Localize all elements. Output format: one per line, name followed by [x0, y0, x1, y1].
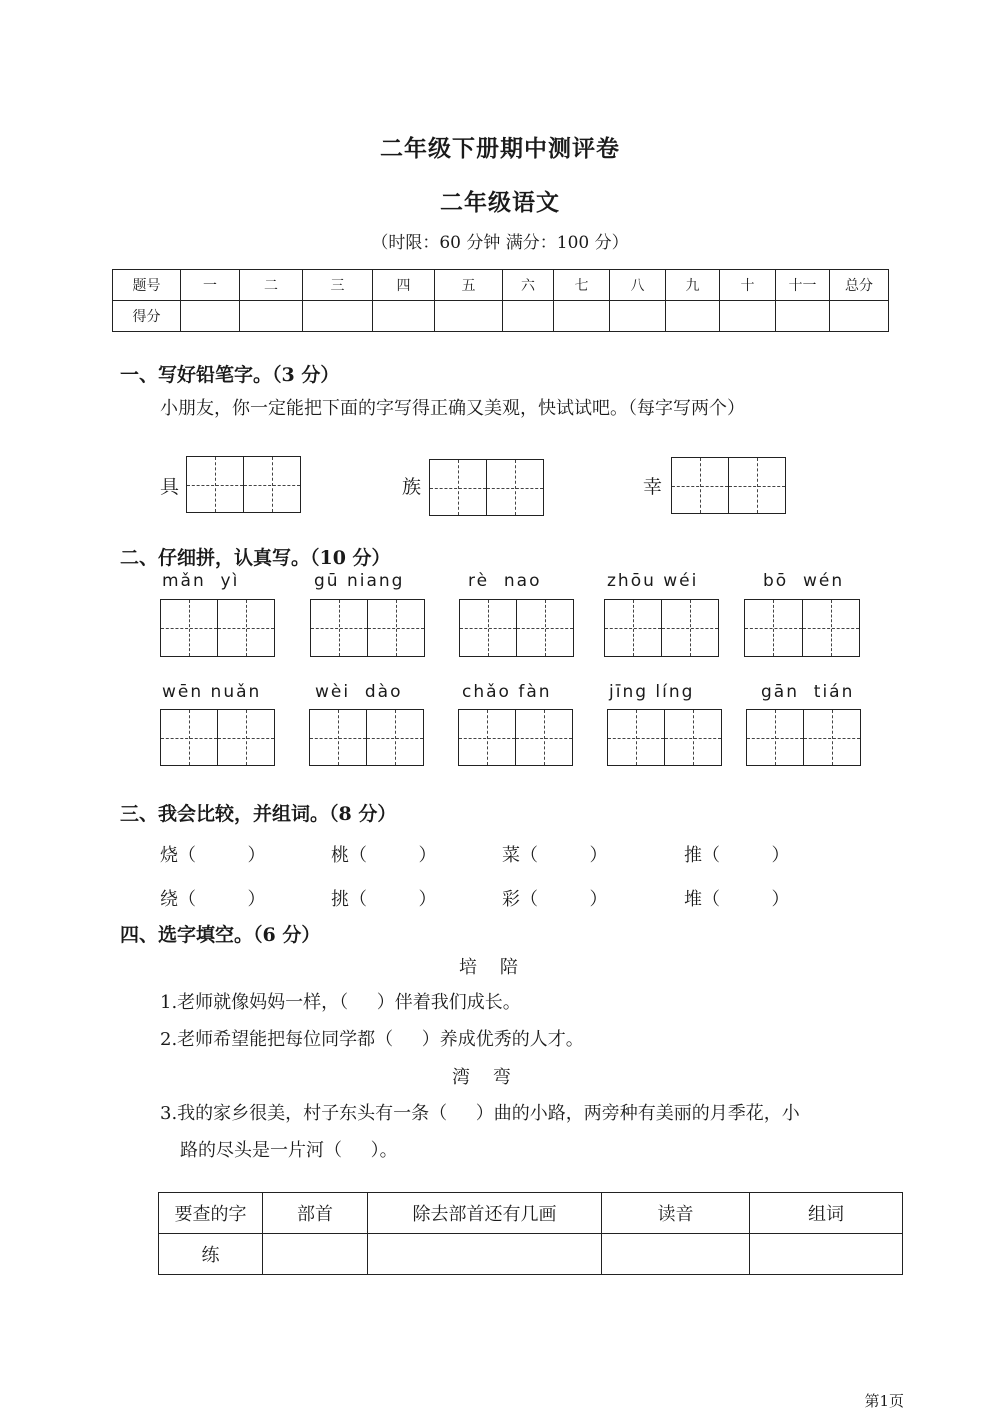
score-cell[interactable] — [435, 301, 503, 332]
compare-item[interactable]: 彩（ ） — [502, 889, 608, 910]
pinyin-prompt: jīng líng — [609, 682, 695, 702]
word-options: 湾 弯 — [452, 1067, 511, 1088]
dict-header-cell: 部首 — [263, 1193, 368, 1234]
score-header-cell: 总分 — [830, 270, 889, 301]
score-cell[interactable] — [240, 301, 303, 332]
writing-grid[interactable] — [310, 599, 425, 657]
pinyin-prompt: rè nao — [468, 571, 542, 591]
section1-instruction: 小朋友，你一定能把下面的字写得正确又美观，快试试吧。（每字写两个） — [160, 398, 745, 419]
dict-answer-cell[interactable] — [602, 1234, 750, 1275]
score-cell[interactable] — [181, 301, 240, 332]
writing-grid[interactable] — [459, 599, 574, 657]
question-3-line2[interactable]: 路的尽头是一片河（ ）。 — [180, 1140, 398, 1161]
score-header-cell: 九 — [666, 270, 720, 301]
dict-answer-cell[interactable] — [368, 1234, 602, 1275]
time-limit: （时限：60 分钟 满分：100 分） — [371, 233, 629, 253]
section1-heading: 一、写好铅笔字。（3 分） — [120, 364, 340, 386]
score-cell[interactable] — [720, 301, 776, 332]
practice-char-label: 具 — [160, 476, 180, 498]
score-header-cell: 题号 — [113, 270, 181, 301]
question-1[interactable]: 1.老师就像妈妈一样，（ ）伴着我们成长。 — [160, 992, 521, 1013]
compare-item[interactable]: 推（ ） — [684, 845, 790, 866]
page-number: 第1页 — [864, 1392, 904, 1410]
compare-item[interactable]: 烧（ ） — [160, 845, 266, 866]
section4-heading: 四、选字填空。（6 分） — [120, 924, 321, 946]
pinyin-prompt: wèi dào — [315, 682, 403, 702]
score-value-row — [113, 301, 889, 332]
compare-item[interactable]: 堆（ ） — [684, 889, 790, 910]
writing-grid[interactable] — [746, 709, 861, 766]
writing-grid[interactable] — [607, 709, 722, 766]
writing-grid[interactable] — [671, 457, 786, 514]
word-options: 培 陪 — [459, 957, 518, 978]
pinyin-prompt: gān tián — [761, 682, 855, 702]
writing-grid[interactable] — [744, 599, 860, 657]
compare-item[interactable]: 菜（ ） — [502, 845, 608, 866]
score-row-label: 得分 — [113, 301, 181, 332]
writing-grid[interactable] — [429, 459, 544, 516]
exam-title: 二年级下册期中测评卷 — [380, 135, 620, 162]
score-cell[interactable] — [503, 301, 554, 332]
writing-grid[interactable] — [160, 709, 275, 766]
dict-header-cell: 要查的字 — [159, 1193, 263, 1234]
score-header-cell: 七 — [554, 270, 610, 301]
score-header-cell: 二 — [240, 270, 303, 301]
score-header-cell: 一 — [181, 270, 240, 301]
section3-heading: 三、我会比较，并组词。（8 分） — [120, 803, 397, 825]
pinyin-prompt: zhōu wéi — [607, 571, 699, 591]
pinyin-prompt: chǎo fàn — [462, 682, 552, 702]
score-cell[interactable] — [830, 301, 889, 332]
question-2[interactable]: 2.老师希望能把每位同学都（ ）养成优秀的人才。 — [160, 1029, 584, 1050]
score-cell[interactable] — [776, 301, 830, 332]
score-header-row — [113, 270, 889, 301]
compare-item[interactable]: 挑（ ） — [331, 889, 437, 910]
exam-subtitle: 二年级语文 — [440, 189, 560, 216]
section2-heading: 二、仔细拼，认真写。（10 分） — [120, 547, 391, 569]
dict-answer-cell[interactable] — [263, 1234, 368, 1275]
dict-header-cell: 除去部首还有几画 — [368, 1193, 602, 1234]
dictionary-table — [158, 1192, 903, 1275]
writing-grid[interactable] — [309, 709, 424, 766]
score-header-cell: 十 — [720, 270, 776, 301]
dict-answer-row — [159, 1234, 903, 1275]
score-table — [112, 269, 889, 332]
pinyin-prompt: mǎn yì — [162, 571, 240, 591]
writing-grid[interactable] — [604, 599, 719, 657]
question-3-line1[interactable]: 3.我的家乡很美，村子东头有一条（ ）曲的小路，两旁种有美丽的月季花，小 — [160, 1103, 800, 1124]
writing-grid[interactable] — [458, 709, 573, 766]
score-cell[interactable] — [303, 301, 373, 332]
score-cell[interactable] — [554, 301, 610, 332]
score-header-cell: 三 — [303, 270, 373, 301]
score-cell[interactable] — [373, 301, 435, 332]
score-cell[interactable] — [666, 301, 720, 332]
score-header-cell: 十一 — [776, 270, 830, 301]
score-header-cell: 四 — [373, 270, 435, 301]
score-cell[interactable] — [610, 301, 666, 332]
dict-header-cell: 组词 — [750, 1193, 903, 1234]
dict-target-char: 练 — [159, 1234, 263, 1275]
compare-item[interactable]: 绕（ ） — [160, 889, 266, 910]
score-header-cell: 五 — [435, 270, 503, 301]
pinyin-prompt: gū niang — [314, 571, 405, 591]
practice-char-label: 族 — [402, 476, 422, 498]
practice-char-label: 幸 — [643, 476, 663, 498]
score-header-cell: 六 — [503, 270, 554, 301]
writing-grid[interactable] — [160, 599, 275, 657]
pinyin-prompt: wēn nuǎn — [162, 682, 262, 702]
writing-grid[interactable] — [186, 456, 301, 513]
score-header-cell: 八 — [610, 270, 666, 301]
dict-header-row — [159, 1193, 903, 1234]
dict-answer-cell[interactable] — [750, 1234, 903, 1275]
compare-item[interactable]: 桃（ ） — [331, 845, 437, 866]
pinyin-prompt: bō wén — [763, 571, 845, 591]
dict-header-cell: 读音 — [602, 1193, 750, 1234]
